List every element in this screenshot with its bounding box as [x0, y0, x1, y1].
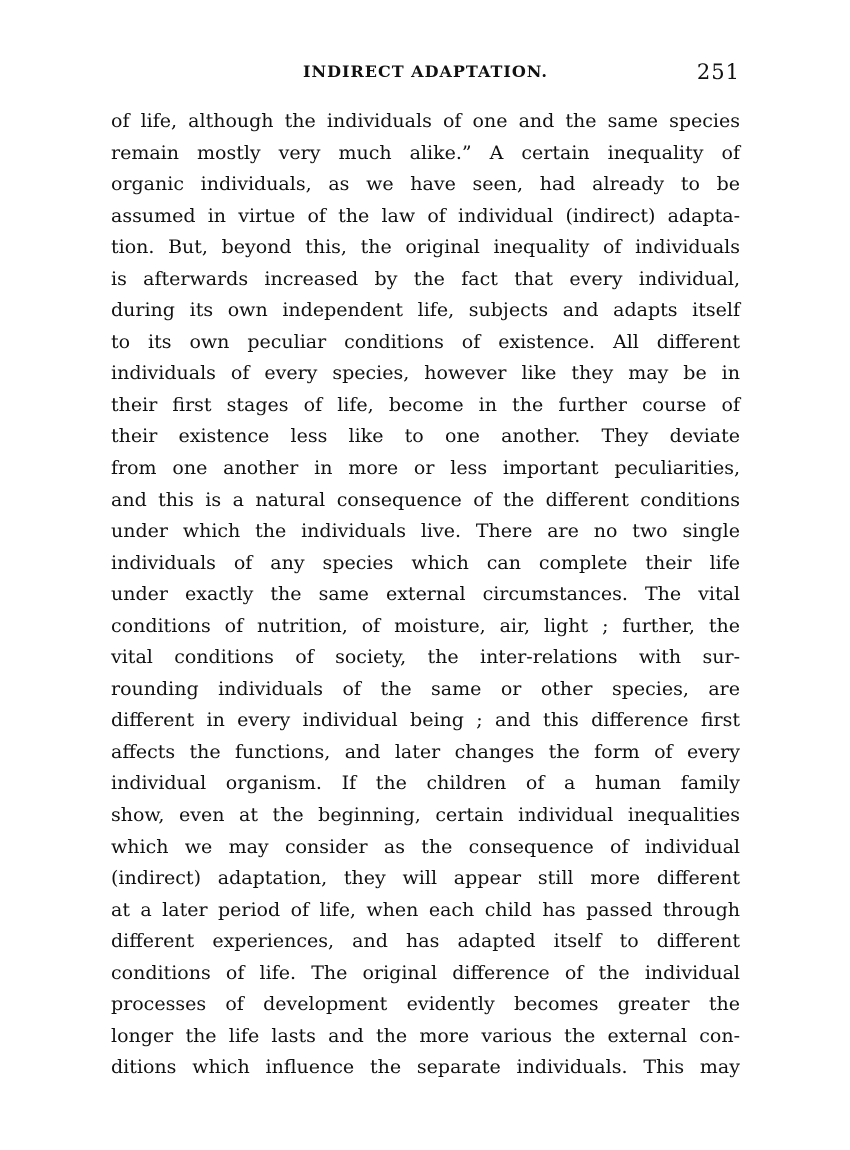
- text-line: conditions of nutrition, of moisture, air, light ; further, the: [111, 614, 740, 637]
- text-line: tion. But, beyond this, the original inequality of individuals: [111, 236, 740, 259]
- text-line: individuals of every species, however like they may be in: [111, 362, 740, 385]
- text-line: under exactly the same external circumstances. The vital: [111, 583, 740, 606]
- text-line: of life, although the individuals of one and the same species: [111, 110, 740, 132]
- text-line: show, even at the beginning, certain individual inequalities: [111, 804, 740, 827]
- text-line: assumed in virtue of the law of individual (indirect) adapta-: [111, 204, 740, 227]
- text-line: different in every individual being ; and this difference first: [111, 709, 740, 732]
- text-line: different experiences, and has adapted itself to different: [111, 930, 740, 953]
- text-line: vital conditions of society, the inter-relations with sur-: [111, 646, 740, 669]
- text-line: organic individuals, as we have seen, had already to be: [111, 173, 740, 196]
- text-line: to its own peculiar conditions of existence. All different: [111, 330, 740, 353]
- text-line: their first stages of life, become in the further course of: [111, 393, 740, 416]
- text-line: individual organism. If the children of a human family: [111, 772, 740, 795]
- text-line: processes of development evidently becomes greater the: [111, 993, 740, 1016]
- text-line: their existence less like to one another. They deviate: [111, 425, 740, 448]
- running-title: INDIRECT ADAPTATION.: [303, 62, 548, 81]
- text-line: (indirect) adaptation, they will appear still more different: [111, 867, 740, 890]
- running-head: [111, 60, 740, 90]
- text-line: remain mostly very much alike.” A certain inequality of: [111, 141, 740, 164]
- text-line: and this is a natural consequence of the different conditions: [111, 488, 740, 511]
- text-line: ditions which influence the separate individuals. This may: [111, 1056, 740, 1079]
- text-line: under which the individuals live. There are no two single: [111, 520, 740, 543]
- text-line: is afterwards increased by the fact that every individual,: [111, 267, 740, 290]
- text-line: conditions of life. The original difference of the individual: [111, 961, 740, 984]
- text-line: at a later period of life, when each child has passed through: [111, 898, 740, 921]
- text-line: longer the life lasts and the more various the external con-: [111, 1024, 740, 1047]
- text-line: rounding individuals of the same or other species, are: [111, 677, 740, 700]
- text-line: individuals of any species which can complete their life: [111, 551, 740, 574]
- body-text: [111, 106, 740, 1084]
- text-line: which we may consider as the consequence of individual: [111, 835, 740, 858]
- text-line: from one another in more or less important peculiarities,: [111, 457, 740, 480]
- text-line: affects the functions, and later changes the form of every: [111, 740, 740, 763]
- text-line: during its own independent life, subjects and adapts itself: [111, 299, 740, 322]
- page-number: 251: [696, 60, 740, 84]
